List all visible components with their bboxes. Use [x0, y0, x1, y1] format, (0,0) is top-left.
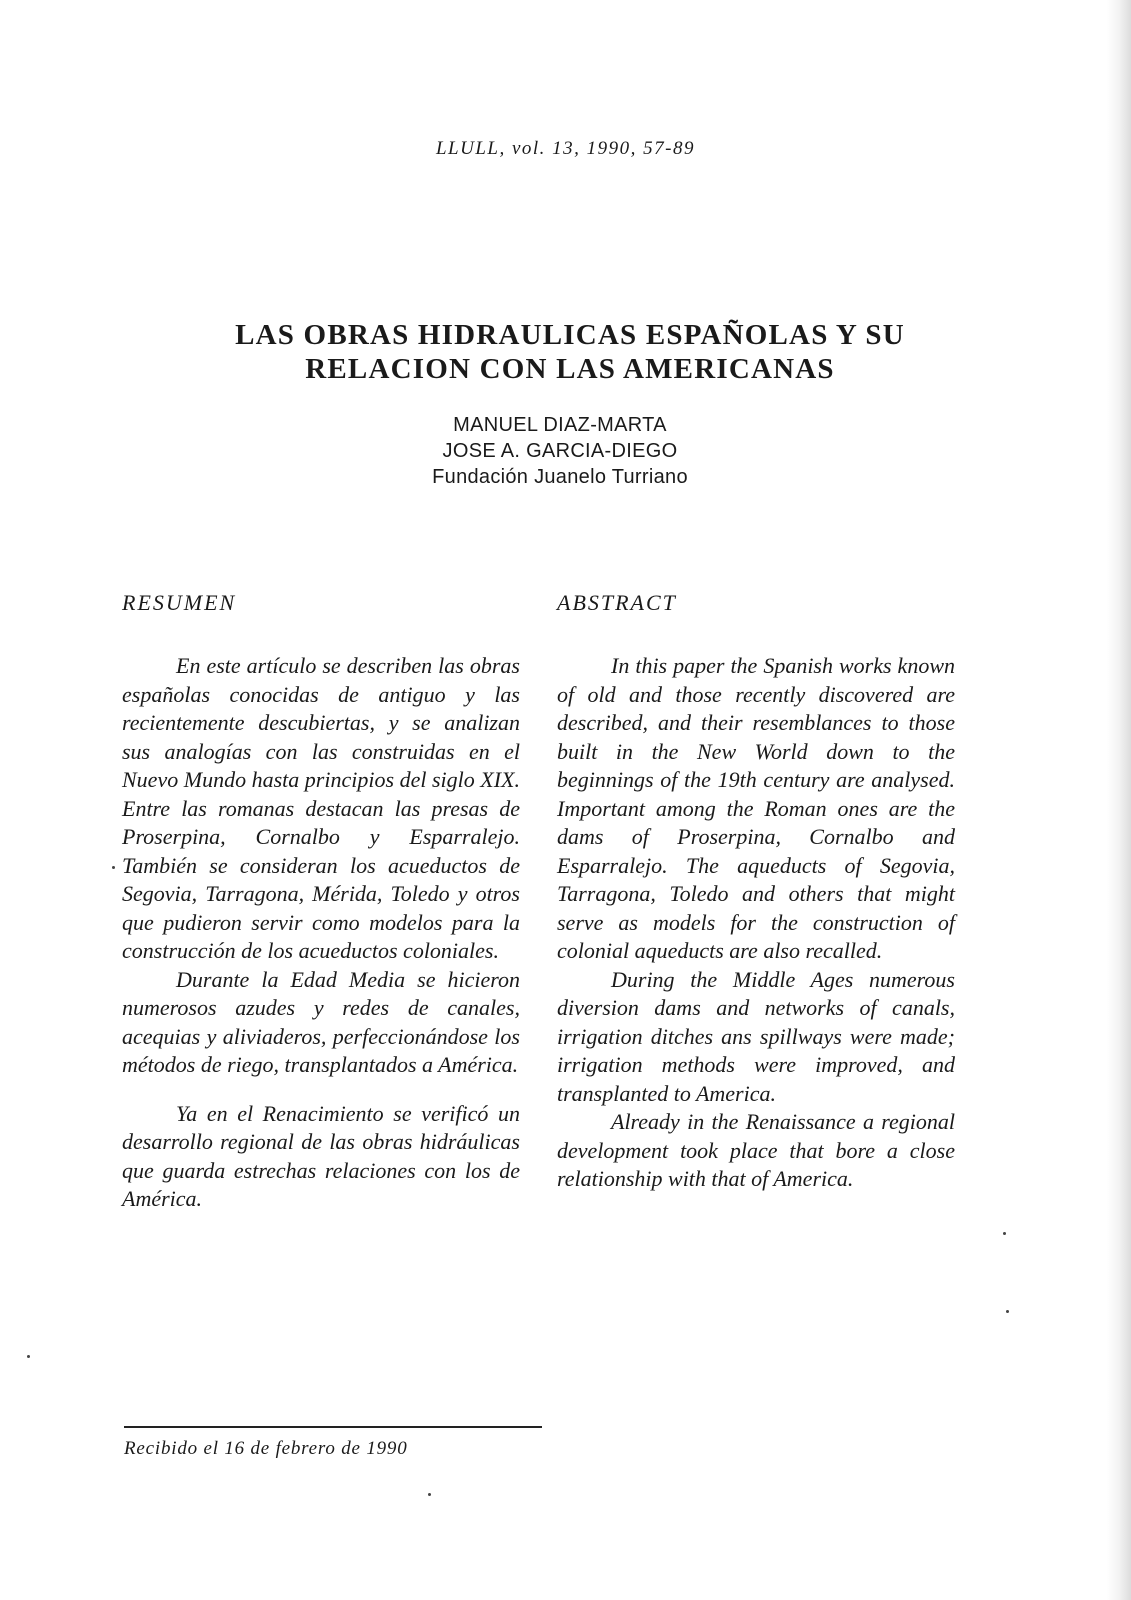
page-edge-shadow — [1107, 0, 1131, 1600]
received-date: Recibido el 16 de febrero de 1990 — [124, 1438, 408, 1459]
scan-speck — [27, 1355, 30, 1358]
footnote-rule — [124, 1426, 542, 1428]
scan-speck — [428, 1493, 431, 1496]
journal-reference: LLULL, vol. 13, 1990, 57-89 — [435, 138, 696, 159]
author-block — [340, 412, 780, 490]
title-line-1: LAS OBRAS HIDRAULICAS ESPAÑOLAS Y SU — [235, 319, 905, 351]
abstract-paragraph: Already in the Renaissance a regional development took place that bore a close relationship with that of America. — [557, 1109, 955, 1191]
resumen-paragraph: Ya en el Renacimiento se verificó un desarrollo regional de las obras hidráulicas que guarda estrechas relaciones con los de América. — [122, 1100, 520, 1211]
scan-speck — [112, 866, 115, 869]
abstract-paragraph: In this paper the Spanish works known of old and those recently discovered are described, and their resemblances to those built in the New World down to the beginnings of the 19th century are analysed. Important among the Roman ones are the dams of Proserpina, Cornalbo and Esparralejo. The aqueducts of Segovia, Tarragona, Toledo and others that might serve as models for the construction of colonial aqueducts are also recalled. — [557, 653, 955, 963]
abstract-column — [557, 590, 955, 1194]
author-1: MANUEL DIAZ-MARTA — [453, 414, 667, 436]
resumen-paragraph: Durante la Edad Media se hicieron numerosos azudes y redes de canales, acequias y aliviaderos, perfeccionándose los métodos de riego, transplantados a América. — [122, 966, 520, 1077]
abstract-heading: ABSTRACT — [557, 590, 677, 615]
article-title — [120, 318, 1020, 386]
abstract-paragraph: During the Middle Ages numerous diversion dams and networks of canals, irrigation ditches ans spillways were made; irrigation methods were improved, and transplanted to America. — [557, 966, 955, 1106]
resumen-paragraph: En este artículo se describen las obras españolas conocidas de antiguo y las recientemente descubiertas, y se analizan sus analogías con las construidas en el Nuevo Mundo hasta principios del siglo XIX. Entre las romanas destacan las presas de Proserpina, Cornalbo y Esparralejo. También se consideran los acueductos de Segovia, Tarragona, Mérida, Toledo y otros que pudieron servir como modelos para la construcción de los acueductos coloniales. — [122, 653, 520, 963]
scan-speck — [1006, 1310, 1009, 1313]
resumen-heading: RESUMEN — [122, 590, 237, 615]
scan-speck — [1003, 1232, 1006, 1235]
resumen-column — [122, 590, 520, 1214]
title-line-2: RELACION CON LAS AMERICANAS — [305, 353, 835, 385]
affiliation: Fundación Juanelo Turriano — [432, 466, 688, 488]
author-2: JOSE A. GARCIA-DIEGO — [442, 440, 678, 462]
